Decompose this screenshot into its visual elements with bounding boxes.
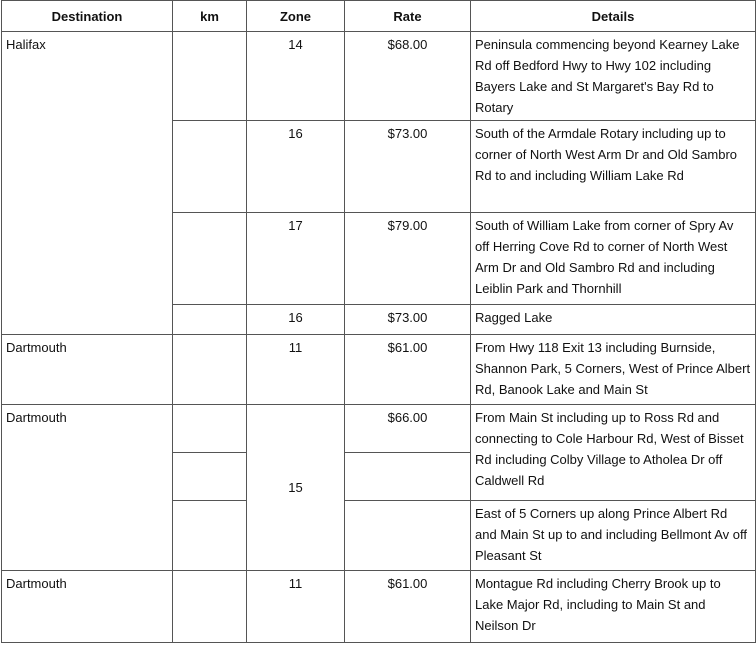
km-cell: [173, 335, 247, 405]
details-cell: From Main St including up to Ross Rd and connecting to Cole Harbour Rd, West of Bisset Rd including Colby Village to Atholea Dr off Caldwell Rd: [471, 405, 756, 501]
rate-cell: [345, 453, 471, 501]
details-cell: South of the Armdale Rotary including up to corner of North West Arm Dr and Old Sambro Rd to and including William Lake Rd: [471, 121, 756, 213]
table-row: [2, 32, 756, 121]
details-cell: East of 5 Corners up along Prince Albert Rd and Main St up to and including Bellmont Av off Pleasant St: [471, 501, 756, 571]
destination-cell: Halifax: [2, 32, 173, 335]
zone-cell: 11: [247, 335, 345, 405]
km-cell: [173, 405, 247, 453]
km-cell: [173, 501, 247, 571]
zone-cell: 16: [247, 121, 345, 213]
details-cell: Ragged Lake: [471, 305, 756, 335]
table-row: [2, 571, 756, 643]
km-cell: [173, 121, 247, 213]
rate-cell: [345, 501, 471, 571]
details-cell: Montague Rd including Cherry Brook up to Lake Major Rd, including to Main St and Neilson Dr: [471, 571, 756, 643]
rate-cell: $73.00: [345, 305, 471, 335]
km-cell: [173, 305, 247, 335]
destination-cell: Dartmouth: [2, 335, 173, 405]
km-cell: [173, 453, 247, 501]
destination-cell: Dartmouth: [2, 571, 173, 643]
zone-cell: 15: [247, 405, 345, 571]
table-row: [2, 335, 756, 405]
rate-cell: $73.00: [345, 121, 471, 213]
rate-cell: $68.00: [345, 32, 471, 121]
details-cell: From Hwy 118 Exit 13 including Burnside, Shannon Park, 5 Corners, West of Prince Albert Rd, Banook Lake and Main St: [471, 335, 756, 405]
zone-cell: 17: [247, 213, 345, 305]
header-details: Details: [471, 1, 756, 32]
km-cell: [173, 571, 247, 643]
zone-rate-table: [1, 0, 756, 643]
rate-cell: $61.00: [345, 335, 471, 405]
header-km: km: [173, 1, 247, 32]
details-cell: South of William Lake from corner of Spry Av off Herring Cove Rd to corner of North West Arm Dr and Old Sambro Rd and including Leiblin Park and Thornhill: [471, 213, 756, 305]
zone-cell: 16: [247, 305, 345, 335]
rate-cell: $66.00: [345, 405, 471, 453]
header-destination: Destination: [2, 1, 173, 32]
km-cell: [173, 213, 247, 305]
header-zone: Zone: [247, 1, 345, 32]
zone-cell: 14: [247, 32, 345, 121]
header-rate: Rate: [345, 1, 471, 32]
header-row: [2, 1, 756, 32]
km-cell: [173, 32, 247, 121]
zone-cell: 11: [247, 571, 345, 643]
details-cell: Peninsula commencing beyond Kearney Lake Rd off Bedford Hwy to Hwy 102 including Bayers Lake and St Margaret's Bay Rd to Rotary: [471, 32, 756, 121]
table-row: [2, 405, 756, 453]
rate-cell: $79.00: [345, 213, 471, 305]
rate-cell: $61.00: [345, 571, 471, 643]
destination-cell: Dartmouth: [2, 405, 173, 571]
